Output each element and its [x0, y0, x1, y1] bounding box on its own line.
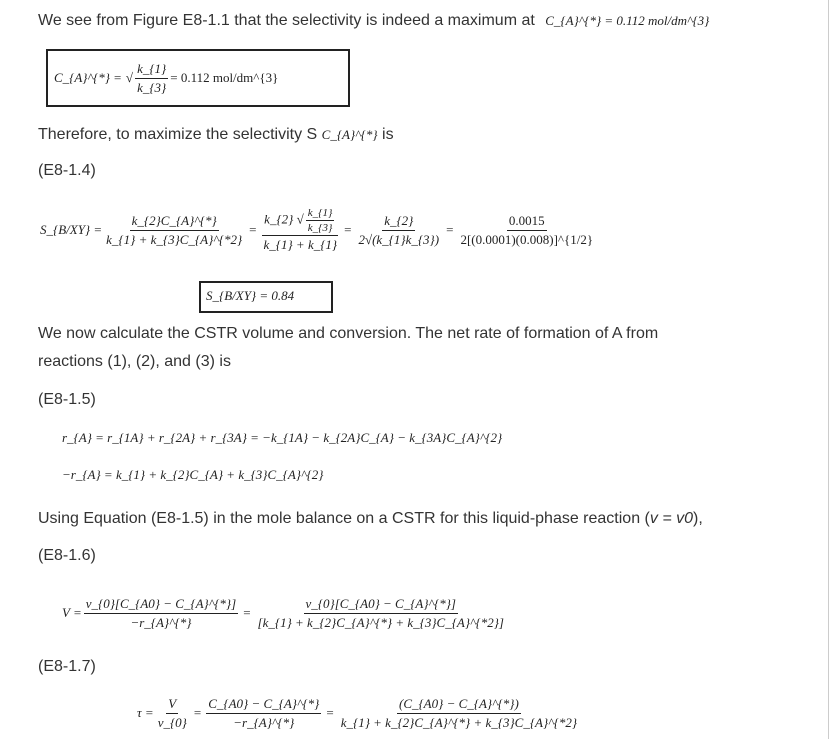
mole-balance-text: Using Equation (E8-1.5) in the mole balance on a CSTR for this liquid-phase reaction (	[38, 510, 650, 527]
fraction-numerator: k_{1}	[135, 61, 168, 79]
equation-label-e8-1-5: (E8-1.5)	[38, 391, 96, 408]
fraction-denominator: k_{3}	[137, 79, 167, 95]
maximize-paragraph	[38, 126, 394, 144]
volume-equation	[62, 590, 508, 636]
sqrt-fraction	[135, 61, 168, 96]
numerator-prefix: k_{2}	[264, 211, 294, 227]
fraction	[356, 213, 441, 248]
ca-rhs: = 0.112 mol/dm^{3}	[170, 70, 279, 85]
fraction-denominator: k_{1} + k_{2}C_{A}^{*} + k_{3}C_{A}^{*2}	[340, 714, 578, 730]
fraction-numerator: 0.0015	[507, 213, 547, 231]
mole-balance-paragraph	[38, 510, 703, 528]
fraction-denominator: −r_{A}^{*}	[130, 614, 192, 630]
sqrt-fraction	[306, 207, 335, 234]
fraction-numerator: v_{0}[C_{A0} − C_{A}^{*}]	[304, 596, 458, 614]
fraction-denominator: v_{0}	[157, 714, 187, 730]
ca-result-box	[46, 49, 350, 107]
equation-label-e8-1-7: (E8-1.7)	[38, 658, 96, 675]
fraction	[104, 213, 244, 248]
fraction-denominator: k_{1} + k_{1}	[263, 237, 338, 252]
fraction-denominator: −r_{A}^{*}	[233, 714, 295, 730]
fraction-denominator: 2√(k_{1}k_{3})	[358, 231, 440, 247]
fraction	[339, 696, 579, 731]
equation-label-e8-1-4: (E8-1.4)	[38, 162, 96, 179]
sqrt-icon: √	[296, 211, 304, 227]
flow-condition: v = v0	[649, 510, 694, 527]
fraction	[256, 596, 506, 631]
fraction-numerator: k_{1}	[307, 207, 333, 219]
space-time-equation	[137, 690, 581, 736]
equals-sign: =	[249, 222, 257, 237]
equals-sign: =	[446, 222, 454, 237]
fraction-numerator: V	[166, 696, 178, 714]
selectivity-lhs: S_{B/XY} =	[40, 222, 103, 237]
intro-text: We see from Figure E8-1.1 that the selectivity is indeed a maximum at	[38, 12, 535, 29]
volume-lhs: V =	[62, 605, 82, 620]
fraction-numerator: v_{0}[C_{A0} − C_{A}^{*}]	[84, 596, 238, 614]
cstr-paragraph-line2: reactions (1), (2), and (3) is	[38, 353, 231, 370]
tau-lhs: τ =	[137, 705, 154, 720]
maximize-text: Therefore, to maximize the selectivity S	[38, 126, 318, 143]
fraction-denominator: [k_{1} + k_{2}C_{A}^{*} + k_{3}C_{A}^{*2}]	[257, 614, 504, 630]
scrollbar[interactable]	[828, 0, 829, 739]
fraction-denominator: k_{3}	[307, 222, 333, 234]
fraction-numerator: (C_{A0} − C_{A}^{*})	[397, 696, 521, 714]
equals-sign: =	[193, 705, 202, 720]
negative-rate-equation: −r_{A} = k_{1} + k_{2}C_{A} + k_{3}C_{A}^{2}	[62, 467, 324, 482]
intro-paragraph	[38, 12, 709, 30]
mole-balance-text-end: ),	[693, 510, 703, 527]
selectivity-result-box	[199, 281, 333, 313]
fraction-denominator: k_{1} + k_{3}C_{A}^{*2}	[106, 231, 243, 247]
equals-sign: =	[344, 222, 352, 237]
fraction	[156, 696, 189, 731]
fraction	[206, 696, 321, 731]
ca-lhs: C_{A}^{*} =	[54, 70, 122, 85]
maximize-text-end: is	[382, 126, 394, 143]
ca-equation	[54, 59, 278, 97]
equals-sign: =	[326, 705, 334, 720]
selectivity-result: S_{B/XY} = 0.84	[206, 288, 295, 303]
fraction	[84, 596, 238, 631]
fraction-numerator: k_{2}C_{A}^{*}	[130, 213, 219, 231]
fraction	[458, 213, 595, 248]
rate-equation: r_{A} = r_{1A} + r_{2A} + r_{3A} = −k_{1A} − k_{2A}C_{A} − k_{3A}C_{A}^{2}	[62, 430, 503, 445]
fraction	[262, 207, 340, 253]
ca-max-inline-equation: C_{A}^{*} = 0.112 mol/dm^{3}	[545, 13, 710, 28]
equals-sign: =	[243, 605, 251, 620]
cstr-paragraph-line1: We now calculate the CSTR volume and conversion. The net rate of formation of A from	[38, 325, 659, 342]
selectivity-equation	[40, 194, 597, 266]
fraction-numerator: k_{2}	[382, 213, 415, 231]
fraction-numerator: C_{A0} − C_{A}^{*}	[206, 696, 321, 714]
sqrt-icon: √	[125, 70, 134, 85]
fraction-denominator: 2[(0.0001)(0.008)]^{1/2}	[460, 231, 594, 247]
equation-label-e8-1-6: (E8-1.6)	[38, 547, 96, 564]
ca-inline: C_{A}^{*}	[321, 127, 378, 142]
fraction-numerator	[262, 207, 338, 236]
